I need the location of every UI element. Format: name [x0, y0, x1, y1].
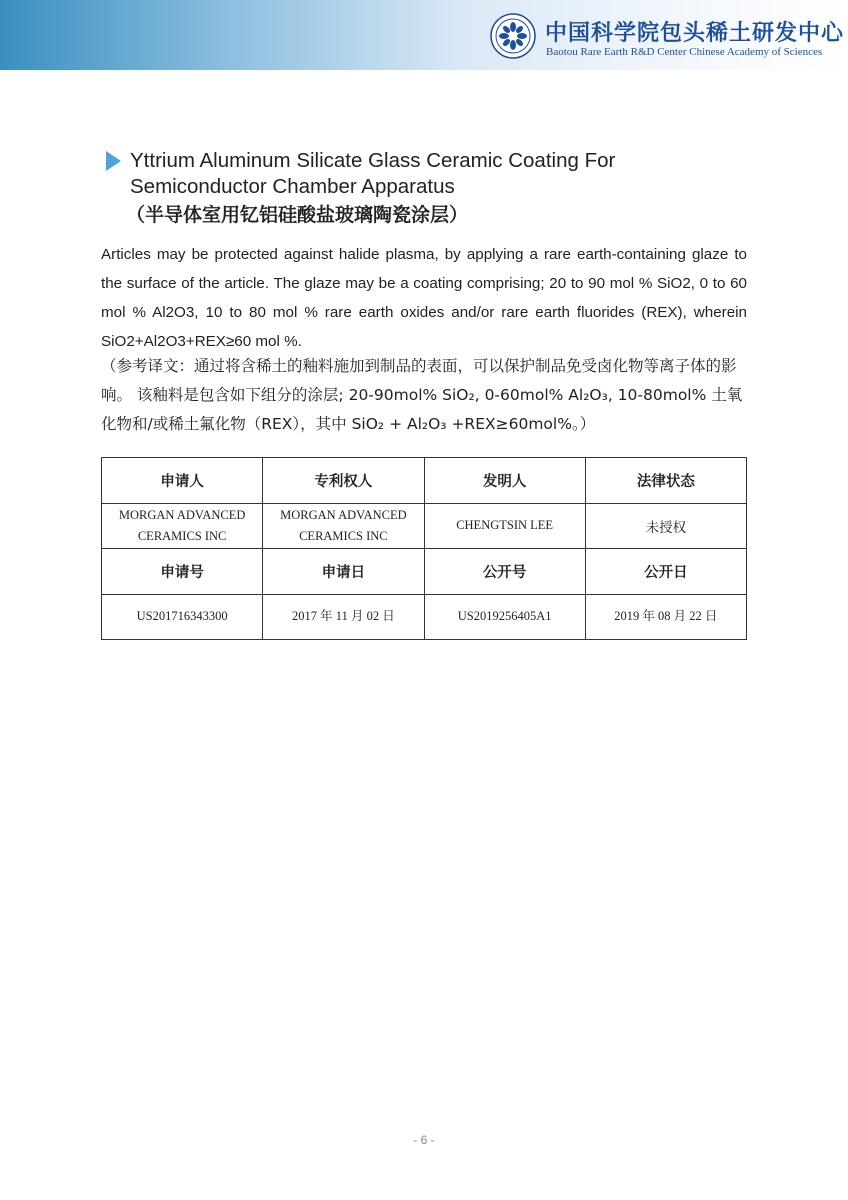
org-name-cn: 中国科学院包头稀土研发中心 [545, 20, 845, 46]
patentee-line-1: MORGAN ADVANCED [280, 507, 407, 522]
applicant-line-2: CERAMICS INC [137, 528, 227, 543]
header-legal-status: 法律状态 [585, 458, 746, 504]
cell-publication-date: 2019 年 08 月 22 日 [585, 594, 746, 640]
cell-inventor: CHENGTSIN LEE [424, 503, 585, 549]
cell-publication-no: US2019256405A1 [424, 594, 585, 640]
table-header-row [102, 549, 747, 595]
header-patentee: 专利权人 [263, 458, 424, 504]
header-inventor: 发明人 [424, 458, 585, 504]
article-title-en: Yttrium Aluminum Silicate Glass Ceramic Coating For Semiconductor Chamber Apparatus [130, 149, 616, 198]
table-header-row [102, 458, 747, 504]
article-title-cn: （半导体室用钇铝硅酸盐玻璃陶瓷涂层） [126, 204, 469, 226]
page-header-banner [0, 0, 848, 70]
cell-legal-status: 未授权 [585, 503, 746, 549]
triangle-right-icon [106, 151, 121, 171]
header-publication-no: 公开号 [424, 549, 585, 595]
abstract-cn: （参考译文：通过将含稀土的釉料施加到制品的表面，可以保护制品免受卤化物等离子体的影响。 该釉料是包含如下组分的涂层; 20-90mol% SiO₂, 0-60mol% Al₂O₃, 10-80mol% 土氧化物和/或稀土氟化物（REX），其中 SiO₂ + Al₂O₃ +REX≥60mol%。） [101, 357, 743, 433]
cell-applicant [102, 503, 263, 549]
abstract-en: Articles may be protected against halide plasma, by applying a rare earth-containing glaze to the surface of the article. The glaze may be a coating comprising; 20 to 90 mol % SiO2, 0 to 60 mol % Al2O3, 10 to 80 mol % rare earth oxides and/or rare earth fluorides (REX), wherein SiO2+Al2O3+REX≥60 mol %. [101, 246, 747, 350]
patent-info-table [101, 457, 747, 640]
cas-seal-logo [490, 13, 536, 59]
cell-application-date: 2017 年 11 月 02 日 [263, 594, 424, 640]
applicant-line-1: MORGAN ADVANCED [118, 507, 246, 522]
patentee-line-2: CERAMICS INC [299, 528, 388, 543]
page-number: - 6 - [413, 1133, 435, 1147]
table-row [102, 503, 747, 549]
org-name-en: Baotou Rare Earth R&D Center Chinese Academy of Sciences [546, 46, 823, 58]
cell-patentee [263, 503, 424, 549]
header-application-no: 申请号 [102, 549, 263, 595]
header-publication-date: 公开日 [585, 549, 746, 595]
table-row [102, 594, 747, 640]
header-application-date: 申请日 [263, 549, 424, 595]
cell-application-no: US201716343300 [102, 594, 263, 640]
header-applicant: 申请人 [102, 458, 263, 504]
